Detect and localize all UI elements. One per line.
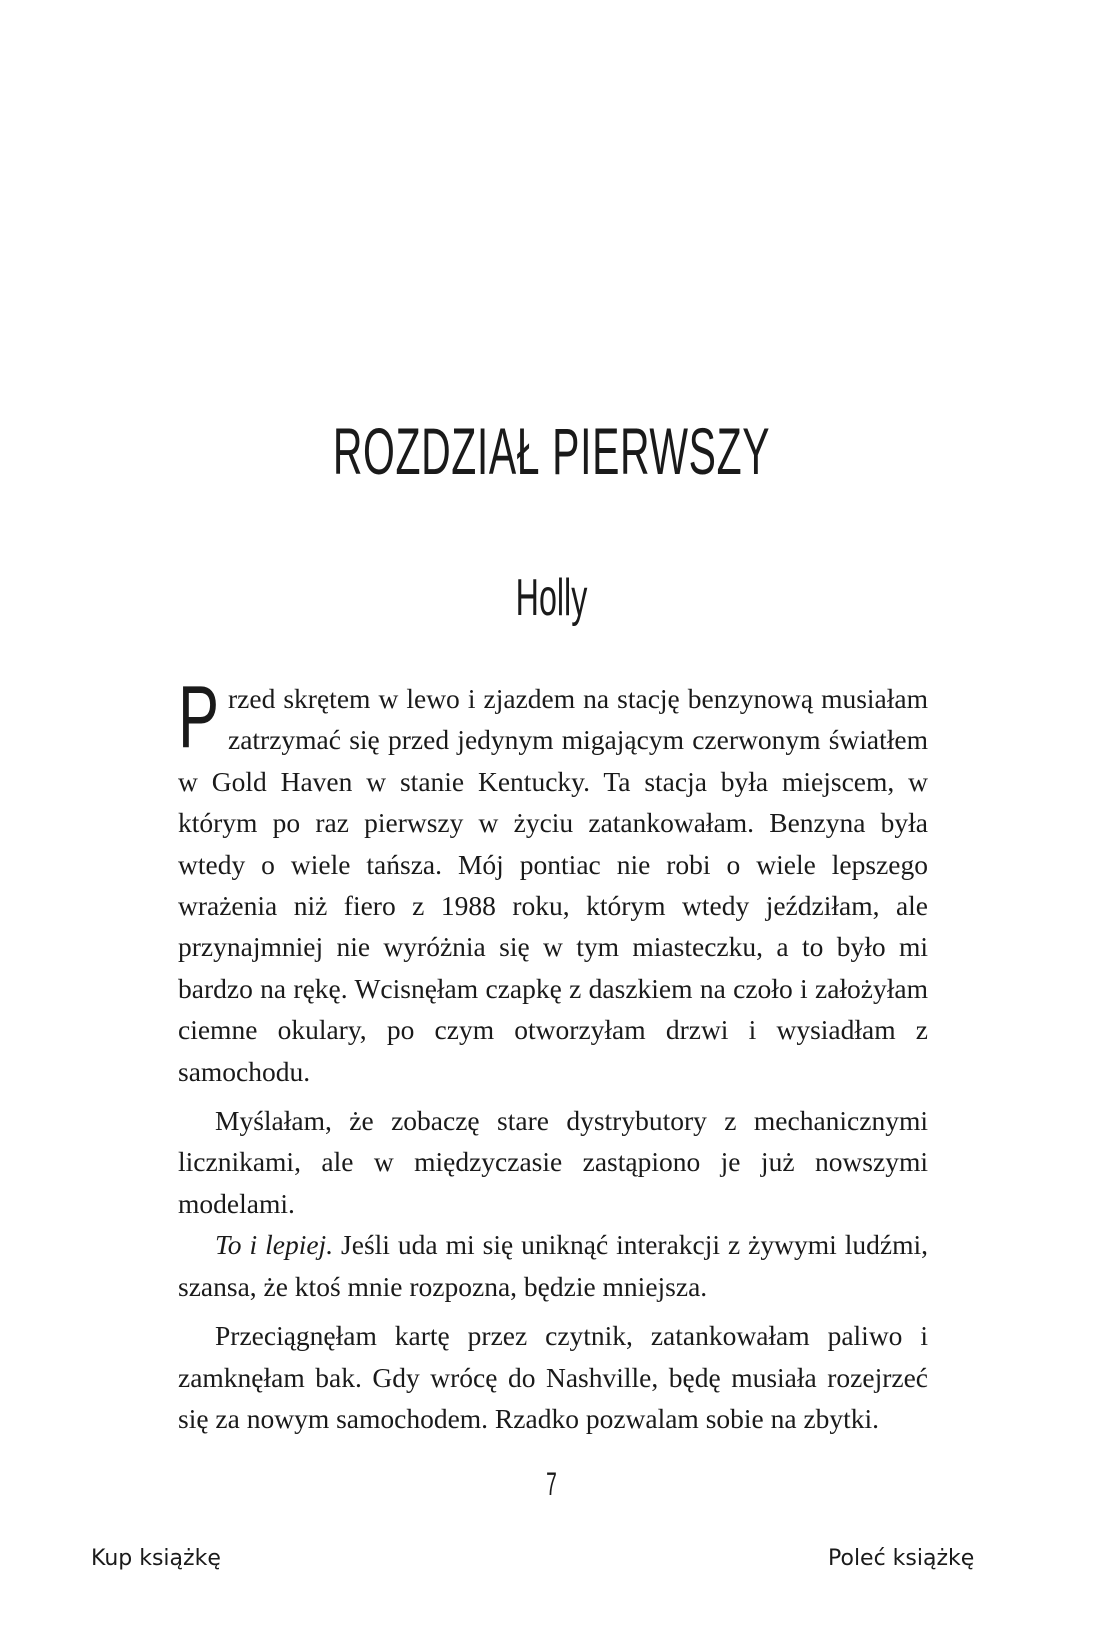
recommend-book-link[interactable]: Poleć książkę xyxy=(828,1546,975,1571)
paragraph-3-text: Jeśli uda mi się uniknąć interakcji z żywymi ludźmi, szansa, że ktoś mnie rozpozna, będzie mniejsza. xyxy=(178,1229,928,1302)
italic-phrase: To i lepiej. xyxy=(215,1229,334,1261)
paragraph-1-text: rzed skrętem w lewo i zjazdem na stację benzynową musiałam zatrzymać się przed jedynym migającym czerwonym światłem w Gold Haven w stanie Kentucky. Ta stacja była miejscem, w którym po raz pierwszy w życiu zatankowałam. Benzyna była wtedy o wiele tańsza. Mój pontiac nie robi o wiele lepszego wrażenia niż fiero z 1988 roku, którym wtedy jeździłam, ale przynajmniej nie wyróżnia się w tym miasteczku, a to było mi bardzo na rękę. Wcisnęłam czapkę z daszkiem na czoło i założyłam ciemne okulary, po czym otworzyłam drzwi i wysiadłam z samochodu. xyxy=(178,683,928,1087)
paragraph-3 xyxy=(178,1224,928,1307)
paragraph-4: Przeciągnęłam kartę przez czytnik, zatankowałam paliwo i zamknęłam bak. Gdy wrócę do Nashville, będę musiała rozejrzeć się za nowym samochodem. Rzadko pozwalam sobie na zbytki. xyxy=(178,1320,928,1434)
chapter-body xyxy=(178,667,928,1439)
chapter-title: ROZDZIAŁ PIERWSZY xyxy=(332,414,771,488)
drop-cap: P xyxy=(178,667,220,766)
narrator-name: Holly xyxy=(515,569,588,627)
paragraph-2: Myślałam, że zobaczę stare dystrybutory z mechanicznymi licznikami, ale w międzyczasie zastąpiono je już nowszymi modelami. xyxy=(178,1105,928,1219)
paragraph-1 xyxy=(178,667,928,1092)
buy-book-link[interactable]: Kup książkę xyxy=(91,1546,221,1571)
page-number: 7 xyxy=(546,1466,557,1502)
